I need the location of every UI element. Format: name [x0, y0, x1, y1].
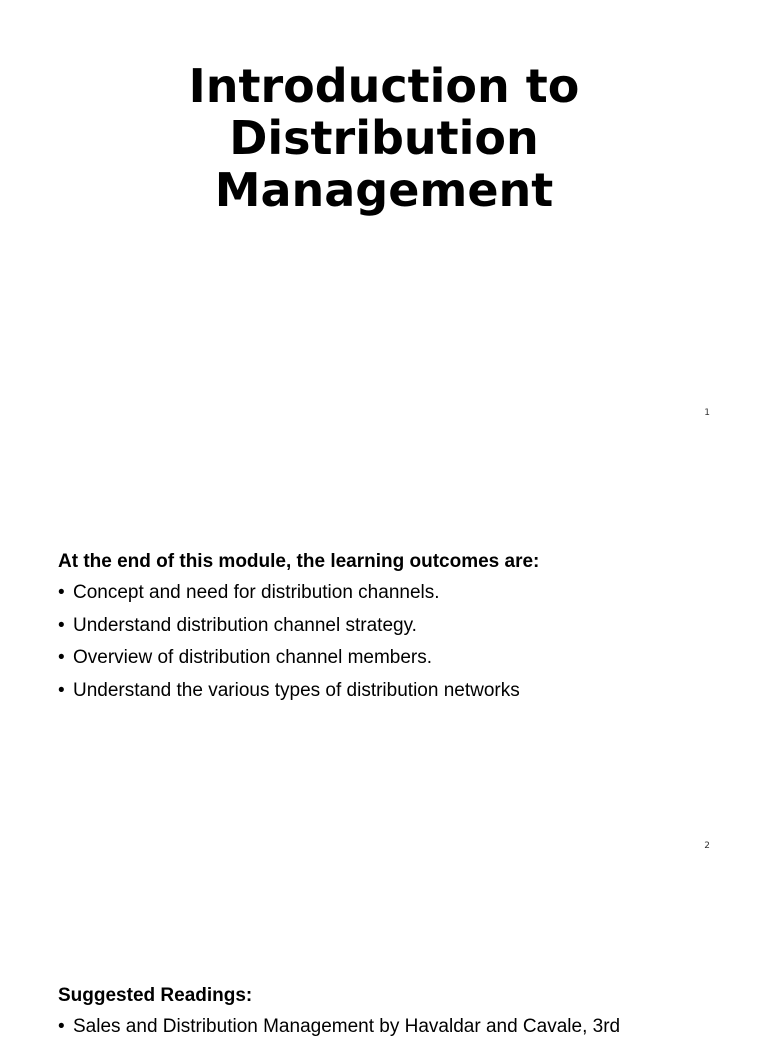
learning-outcomes-list: [58, 581, 520, 711]
bullet-glyph: •: [58, 679, 65, 701]
list-item-text: Sales and Distribution Management by Havaldar and Cavale, 3rd: [73, 1016, 621, 1037]
list-item-text: Overview of distribution channel members.: [73, 647, 433, 668]
title-line-2: Distribution: [229, 111, 539, 165]
learning-outcomes-heading: At the end of this module, the learning outcomes are:: [58, 551, 540, 572]
list-item-text: Understand distribution channel strategy.: [73, 614, 417, 636]
slide-2: [0, 433, 768, 866]
title-line-1: Introduction to: [188, 59, 580, 113]
suggested-readings-list: [58, 1015, 620, 1048]
list-item-text: Understand the various types of distribution networks: [73, 679, 520, 701]
list-item: [58, 646, 520, 679]
slide-3: [0, 866, 768, 1037]
list-item: [58, 581, 520, 614]
page-number: 2: [704, 841, 710, 851]
slide-title: [0, 60, 768, 216]
list-item-text: Concept and need for distribution channels.: [73, 582, 440, 603]
suggested-readings-heading: Suggested Readings:: [58, 985, 253, 1006]
slide-1: [0, 0, 768, 433]
bullet-glyph: •: [58, 582, 65, 603]
bullet-glyph: •: [58, 647, 65, 668]
bullet-glyph: •: [58, 1016, 65, 1037]
bullet-glyph: •: [58, 614, 65, 636]
list-item: [58, 614, 520, 647]
list-item: [58, 1015, 620, 1048]
title-line-3: Management: [214, 163, 554, 217]
list-item: [58, 679, 520, 712]
page-number: 1: [704, 408, 710, 418]
